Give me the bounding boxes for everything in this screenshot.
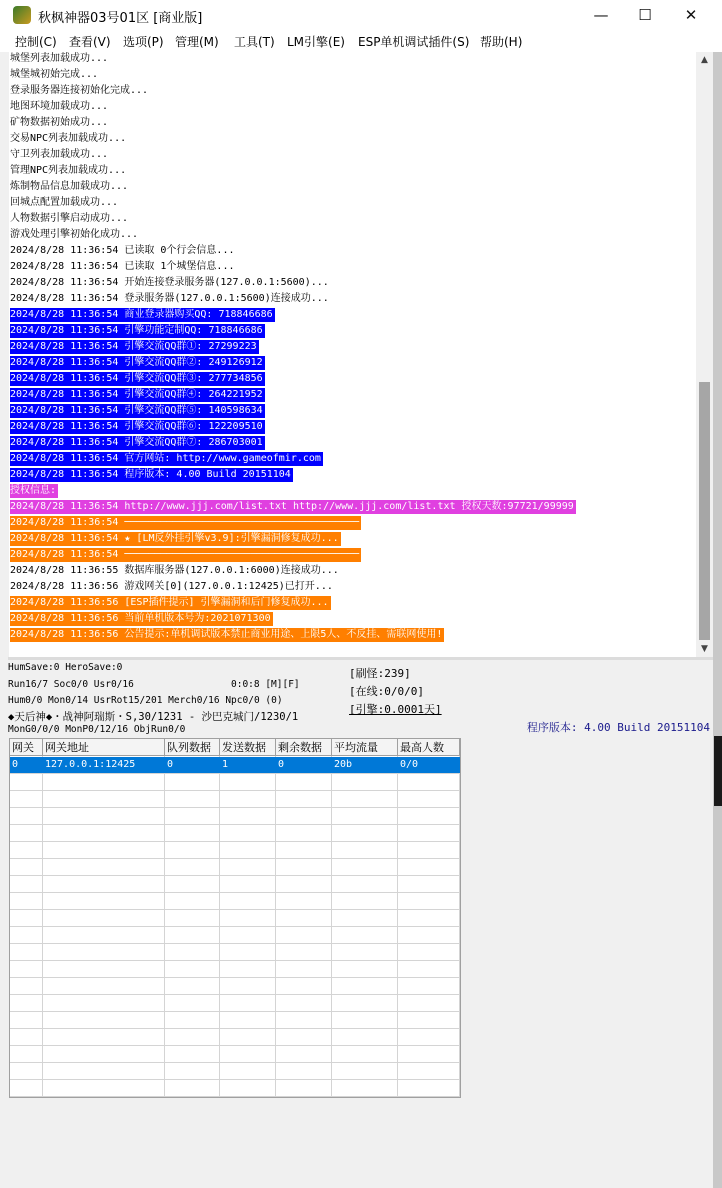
log-line: 2024/8/28 11:36:54 已读取 0个行会信息... <box>10 245 235 256</box>
log-line: 2024/8/28 11:36:54 程序版本: 4.00 Build 20151104 <box>10 469 291 480</box>
grid-line <box>10 960 460 961</box>
grid-line <box>10 1045 460 1046</box>
left-edge <box>0 52 9 1188</box>
status-save: HumSave:0 HeroSave:0 <box>8 662 123 673</box>
grid-line <box>10 977 460 978</box>
log-line: 2024/8/28 11:36:54 引擎交流QQ群①: 27299223 <box>10 341 257 352</box>
col-send-data[interactable]: 发送数据 <box>220 739 276 756</box>
log-output[interactable] <box>9 52 696 657</box>
log-line: 人物数据引擎启动成功... <box>10 213 129 224</box>
log-line: 回城点配置加载成功... <box>10 197 119 208</box>
status-time: 0:0:8 [M][F] <box>231 679 300 690</box>
menu-view[interactable]: 查看(V) <box>69 35 111 49</box>
grid-line <box>10 824 460 825</box>
col-gateway[interactable]: 网关 <box>10 739 43 756</box>
log-line: 登录服务器连接初始化完成... <box>10 85 149 96</box>
log-line: 2024/8/28 11:36:54 引擎交流QQ群⑤: 140598634 <box>10 405 263 416</box>
log-line: 2024/8/28 11:36:54 引擎交流QQ群⑦: 286703001 <box>10 437 263 448</box>
grid-line <box>10 943 460 944</box>
grid-line <box>10 994 460 995</box>
background-window-fragment <box>714 736 722 806</box>
title-bar <box>0 0 722 30</box>
grid-line <box>10 1079 460 1080</box>
log-line: 城堡列表加载成功... <box>10 53 109 64</box>
log-line: 2024/8/28 11:36:56 [ESP插件提示] 引擎漏洞和后门修复成功... <box>10 597 329 608</box>
log-line: 交易NPC列表加载成功... <box>10 133 127 144</box>
grid-line <box>10 807 460 808</box>
col-max-users[interactable]: 最高人数 <box>398 739 460 756</box>
col-gateway-address[interactable]: 网关地址 <box>43 739 165 756</box>
log-line: 游戏处理引擎初始化成功... <box>10 229 139 240</box>
status-map: ◆天后神◆・战神阿瑞斯・S,30/1231 - 沙巴克城门/1230/1 <box>8 711 299 723</box>
status-panel <box>8 660 713 738</box>
menu-options[interactable]: 选项(P) <box>123 35 164 49</box>
grid-line <box>10 926 460 927</box>
col-avg-traffic[interactable]: 平均流量 <box>332 739 398 756</box>
col-queue-data[interactable]: 队列数据 <box>165 739 220 756</box>
grid-line <box>10 909 460 910</box>
maximize-button[interactable]: ☐ <box>638 6 652 24</box>
log-line: 炼制物品信息加载成功... <box>10 181 129 192</box>
cell-address: 127.0.0.1:12425 <box>45 759 136 770</box>
cell-avg-traffic: 20b <box>334 759 353 770</box>
cell-max-users: 0/0 <box>400 759 419 770</box>
log-line: 2024/8/28 11:36:55 数据库服务器(127.0.0.1:6000)连接成功... <box>10 565 339 576</box>
menu-lm-engine[interactable]: LM引擎(E) <box>287 35 345 49</box>
log-line: 2024/8/28 11:36:54 引擎交流QQ群④: 264221952 <box>10 389 263 400</box>
log-line: 2024/8/28 11:36:54 ★ [LM反外挂引擎v3.9]:引擎漏洞修复成功... <box>10 533 339 544</box>
status-run: Run16/7 Soc0/0 Usr0/16 <box>8 679 134 690</box>
status-refresh: [刷怪:239] <box>349 667 411 680</box>
log-line: 2024/8/28 11:36:54 引擎交流QQ群②: 249126912 <box>10 357 263 368</box>
log-line: 管理NPC列表加载成功... <box>10 165 127 176</box>
table-row[interactable] <box>10 757 460 773</box>
log-line: 2024/8/28 11:36:56 当前单机版本号为:2021071300 <box>10 613 271 624</box>
log-line: 2024/8/28 11:36:56 游戏网关[0](127.0.0.1:12425)已打开... <box>10 581 333 592</box>
log-line: 2024/8/28 11:36:54 已读取 1个城堡信息... <box>10 261 235 272</box>
scroll-up-icon[interactable]: ▲ <box>701 55 708 65</box>
status-mon: MonG0/0/0 MonP0/12/16 ObjRun0/0 <box>8 724 186 735</box>
log-line: 2024/8/28 11:36:54 引擎交流QQ群③: 277734856 <box>10 373 263 384</box>
minimize-button[interactable]: — <box>593 6 609 24</box>
cell-queue: 0 <box>167 759 174 770</box>
log-line: 守卫列表加载成功... <box>10 149 109 160</box>
status-hum: Hum0/0 Mon0/14 UsrRot15/201 Merch0/16 Npc0/0 (0) <box>8 695 283 706</box>
grid-line <box>10 1028 460 1029</box>
menu-manage[interactable]: 管理(M) <box>175 35 219 49</box>
log-line: 2024/8/28 11:36:54 开始连接登录服务器(127.0.0.1:5600)... <box>10 277 329 288</box>
gateway-grid[interactable] <box>9 738 461 1098</box>
status-version: 程序版本: 4.00 Build 20151104 <box>526 721 710 734</box>
cell-send: 1 <box>222 759 229 770</box>
grid-line <box>10 1011 460 1012</box>
grid-line <box>10 841 460 842</box>
grid-line <box>10 1096 460 1097</box>
right-edge <box>713 52 722 1188</box>
window-title: 秋枫神器03号01区 [商业版] <box>38 11 203 26</box>
grid-line <box>10 875 460 876</box>
app-icon <box>13 6 31 24</box>
log-scrollbar[interactable] <box>696 52 713 657</box>
menu-bar <box>0 30 722 52</box>
log-line: 授权信息: <box>10 485 57 496</box>
grid-line <box>10 892 460 893</box>
grid-line <box>10 773 460 774</box>
status-online: [在线:0/0/0] <box>349 685 424 698</box>
grid-line <box>10 1062 460 1063</box>
log-line: 2024/8/28 11:36:54 ─────────────────────────────────────── <box>10 517 360 528</box>
log-line: 2024/8/28 11:36:54 http://www.jjj.com/list.txt http://www.jjj.com/list.txt 授权天数:97721/99999 <box>10 501 574 512</box>
menu-control[interactable]: 控制(C) <box>15 35 57 49</box>
log-line: 矿物数据初始成功... <box>10 117 109 128</box>
log-line: 地图环境加载成功... <box>10 101 109 112</box>
log-line: 2024/8/28 11:36:54 引擎交流QQ群⑥: 122209510 <box>10 421 263 432</box>
log-line: 2024/8/28 11:36:56 公告提示:单机调试版本禁止商业用途、上限5人、不反挂、需联网使用! <box>10 629 443 640</box>
close-button[interactable]: ✕ <box>684 6 698 24</box>
grid-line <box>10 858 460 859</box>
scroll-down-icon[interactable]: ▼ <box>701 644 708 654</box>
grid-line <box>10 790 460 791</box>
scroll-thumb[interactable] <box>699 382 710 640</box>
log-line: 城堡城初始完成... <box>10 69 99 80</box>
menu-help[interactable]: 帮助(H) <box>480 35 523 49</box>
log-line: 2024/8/28 11:36:54 商业登录器购买QQ: 718846686 <box>10 309 273 320</box>
log-line: 2024/8/28 11:36:54 ─────────────────────────────────────── <box>10 549 360 560</box>
menu-esp-plugin[interactable]: ESP单机调试插件(S) <box>358 35 470 49</box>
menu-tools[interactable]: 工具(T) <box>234 35 275 49</box>
log-line: 2024/8/28 11:36:54 官方网站: http://www.gameofmir.com <box>10 453 321 464</box>
cell-remaining: 0 <box>278 759 285 770</box>
log-line: 2024/8/28 11:36:54 登录服务器(127.0.0.1:5600)连接成功... <box>10 293 329 304</box>
col-remaining-data[interactable]: 剩余数据 <box>276 739 332 756</box>
status-engine: [引擎:0.0001天] <box>349 703 442 716</box>
log-line: 2024/8/28 11:36:54 引擎功能定制QQ: 718846686 <box>10 325 263 336</box>
cell-gateway: 0 <box>12 759 19 770</box>
